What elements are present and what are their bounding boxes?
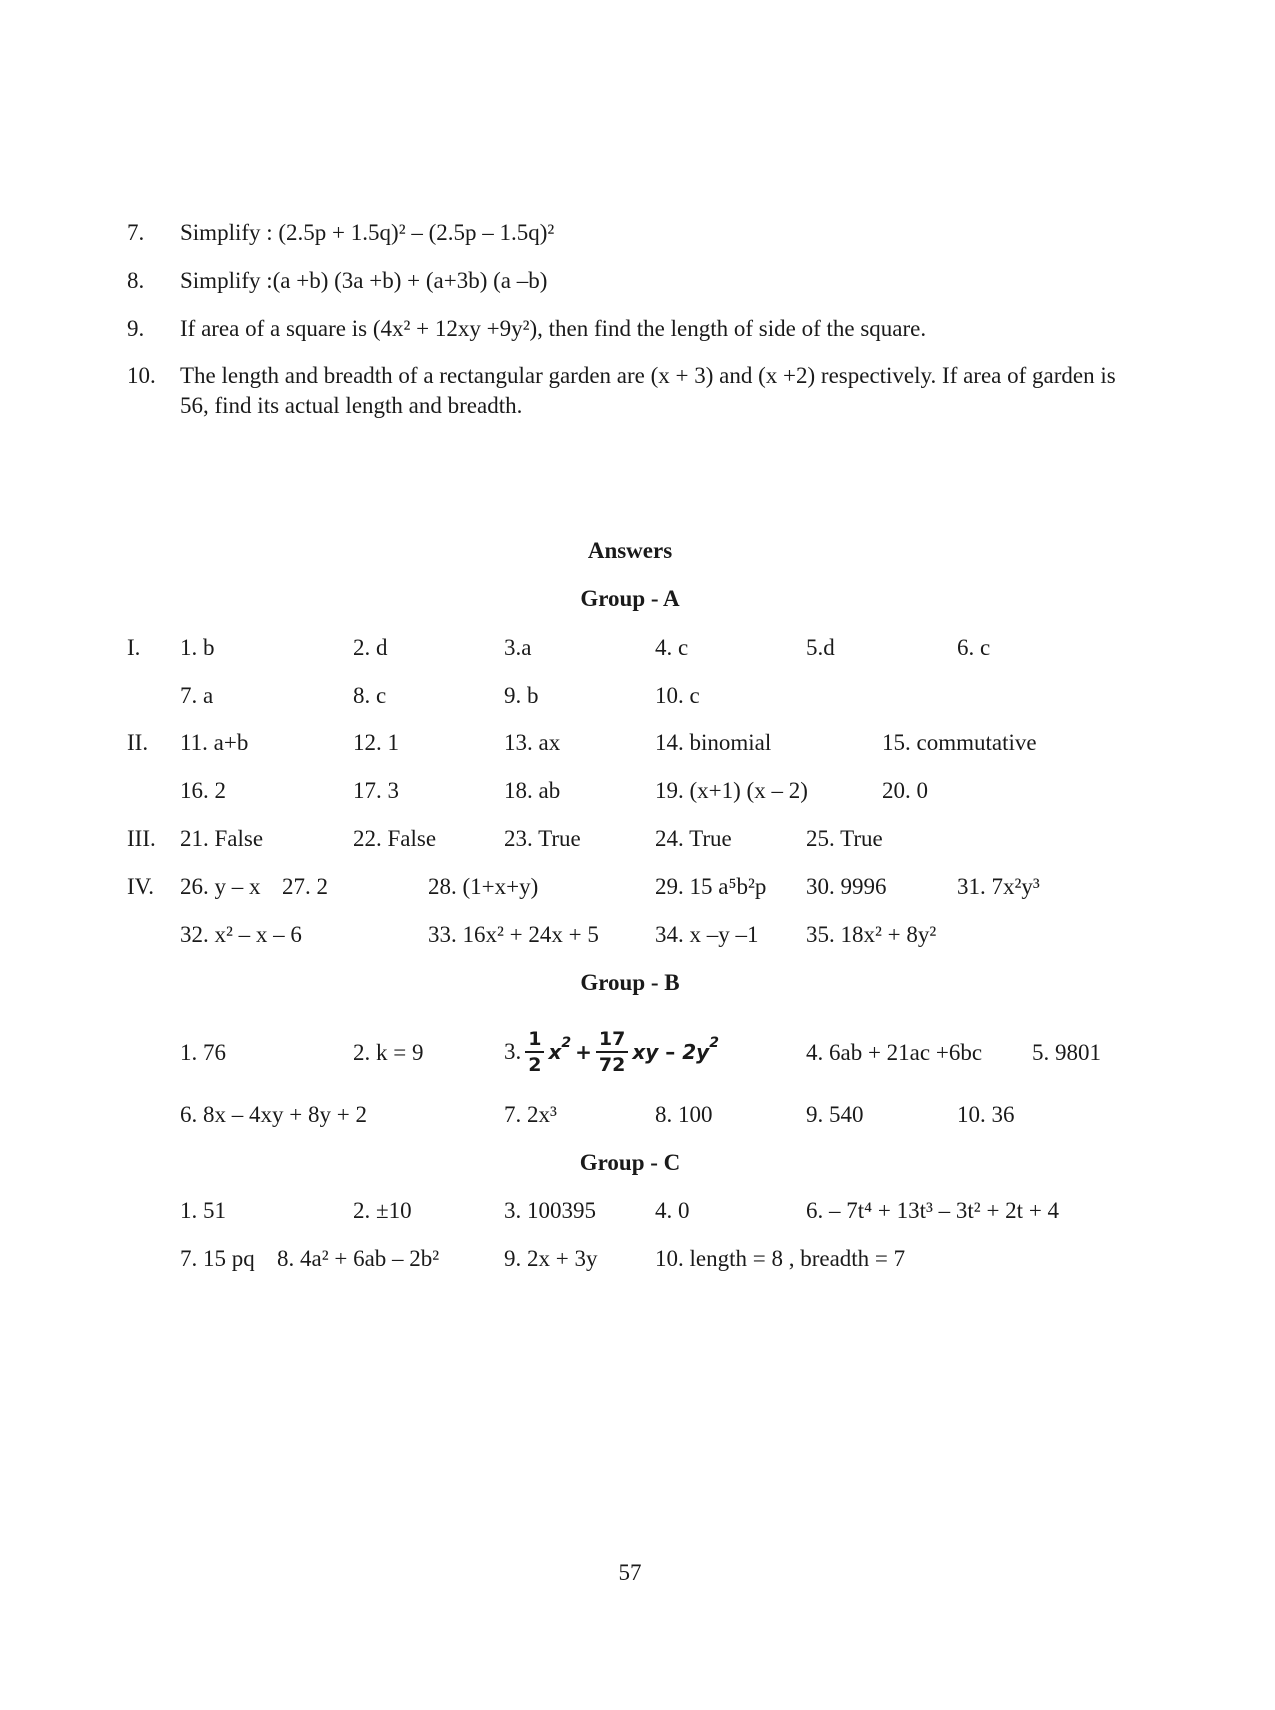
answer-item-expression (504, 1026, 719, 1078)
answer-item: 30. 9996 (806, 874, 887, 899)
math-term: $x^2$ (548, 1035, 572, 1064)
question-number: 7. (127, 220, 145, 245)
answer-item: 8. 100 (655, 1102, 713, 1127)
answer-item: 10. length = 8 , breadth = 7 (655, 1246, 906, 1271)
answer-item: 1. b (180, 635, 215, 660)
section-numeral: III. (127, 826, 156, 851)
answer-item: 7. 15 pq (180, 1246, 255, 1271)
answer-item: 26. y – x (180, 874, 261, 899)
answer-item: 17. 3 (353, 778, 399, 803)
page-number: 57 (618, 1560, 642, 1585)
answer-item: 15. commutative (882, 730, 1037, 755)
answer-item: 35. 18x² + 8y² (806, 922, 937, 947)
fraction-numerator: 17 (596, 1030, 628, 1053)
section-numeral: II. (127, 730, 149, 755)
answer-item: 10. 36 (957, 1102, 1015, 1127)
answer-item: 12. 1 (353, 730, 399, 755)
question-text (180, 361, 1140, 421)
answer-item: 6. c (957, 635, 991, 660)
math-operator: + (575, 1040, 592, 1064)
answer-item: 2. k = 9 (353, 1040, 424, 1065)
question-text (180, 218, 1140, 248)
answer-item: 27. 2 (282, 874, 328, 899)
answer-item: 9. 2x + 3y (504, 1246, 598, 1271)
answer-item: 7. a (180, 683, 214, 708)
answers-heading: Answers (587, 538, 673, 563)
answer-item: 6. – 7t⁴ + 13t³ – 3t² + 2t + 4 (806, 1198, 1060, 1223)
answer-item: 2. ±10 (353, 1198, 412, 1223)
group-c-heading: Group - C (579, 1150, 681, 1175)
answer-item: 9. 540 (806, 1102, 864, 1127)
answer-item: 19. (x+1) (x – 2) (655, 778, 808, 803)
answer-item: 25. True (806, 826, 883, 851)
answer-item: 10. c (655, 683, 700, 708)
answer-item: 32. x² – x – 6 (180, 922, 302, 947)
question-number: 9. (127, 316, 145, 341)
fraction (596, 1027, 628, 1076)
answer-item: 6. 8x – 4xy + 8y + 2 (180, 1102, 367, 1127)
answer-item: 14. binomial (655, 730, 772, 755)
group-b-heading: Group - B (580, 970, 680, 995)
answer-item: 34. x –y –1 (655, 922, 759, 947)
answer-item: 4. 6ab + 21ac +6bc (806, 1040, 983, 1065)
answer-item: 4. c (655, 635, 689, 660)
answer-item: 1. 51 (180, 1198, 226, 1223)
answer-item: 28. (1+x+y) (428, 874, 539, 899)
section-numeral: I. (127, 635, 141, 660)
answer-item: 22. False (353, 826, 437, 851)
fraction (525, 1027, 544, 1076)
answer-item: 23. True (504, 826, 581, 851)
answer-item: 20. 0 (882, 778, 928, 803)
group-a-heading: Group - A (580, 586, 680, 611)
question-text-content: If area of a square is (4x² + 12xy +9y²), then find the length of side of the square. (180, 316, 927, 341)
question-text (180, 266, 1140, 296)
fraction-denominator: 2 (528, 1053, 542, 1076)
question-text-content: Simplify : (2.5p + 1.5q)² – (2.5p – 1.5q)² (180, 220, 555, 245)
math-term: xy – $2y^2$ (632, 1035, 719, 1064)
answer-item: 8. 4a² + 6ab – 2b² (277, 1246, 440, 1271)
answer-item: 21. False (180, 826, 264, 851)
answer-item: 13. ax (504, 730, 561, 755)
question-text-content: Simplify :(a +b) (3a +b) + (a+3b) (a –b) (180, 268, 548, 293)
answer-item: 33. 16x² + 24x + 5 (428, 922, 599, 947)
answer-item: 29. 15 a⁵b²p (655, 874, 767, 899)
answer-item: 5. 9801 (1032, 1040, 1101, 1065)
answer-item: 2. d (353, 635, 388, 660)
answer-item: 3. 100395 (504, 1198, 596, 1223)
question-text-content: The length and breadth of a rectangular garden are (x + 3) and (x +2) respectively. If area of garden is 56, find its actual length and breadth. (180, 363, 1116, 418)
answer-item: 31. 7x²y³ (957, 874, 1040, 899)
answer-item: 4. 0 (655, 1198, 690, 1223)
question-text (180, 314, 1140, 344)
answer-item: 1. 76 (180, 1040, 226, 1065)
answer-number: 3. (504, 1039, 522, 1064)
answer-item: 11. a+b (180, 730, 249, 755)
question-number: 8. (127, 268, 145, 293)
answer-item: 24. True (655, 826, 732, 851)
section-numeral: IV. (127, 874, 155, 899)
answer-item: 18. ab (504, 778, 561, 803)
answer-item: 5.d (806, 635, 835, 660)
answer-item: 7. 2x³ (504, 1102, 557, 1127)
answer-item: 16. 2 (180, 778, 226, 803)
answer-item: 8. c (353, 683, 387, 708)
answer-item: 9. b (504, 683, 539, 708)
question-number: 10. (127, 363, 156, 388)
fraction-denominator: 72 (598, 1053, 626, 1076)
answer-item: 3.a (504, 635, 532, 660)
fraction-numerator: 1 (525, 1030, 544, 1053)
